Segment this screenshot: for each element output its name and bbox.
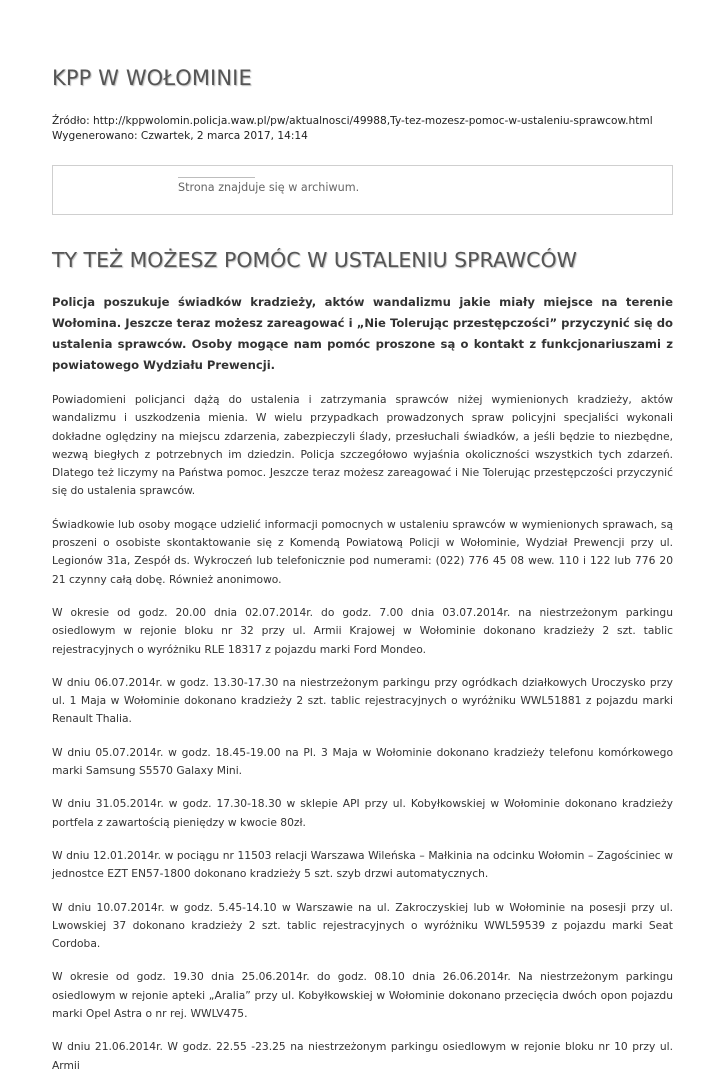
article-paragraph: W okresie od godz. 20.00 dnia 02.07.2014r. do godz. 7.00 dnia 03.07.2014r. na niestrzeżonym parkingu osiedlowym w rejonie bloku nr 32 przy ul. Armii Krajowej w Wołominie dokonano kradzieży 2 szt. tablic rejestracyjnych o wyróżniku RLE 18317 z pojazdu marki Ford Mondeo.: [52, 605, 673, 656]
source-line: Źródło: http://kppwolomin.policja.waw.pl/pw/aktualnosci/49988,Ty-tez-mozesz-pomoc-w-ustaleniu-sprawcow.html: [52, 115, 653, 127]
article-paragraph: W dniu 10.07.2014r. w godz. 5.45-14.10 w Warszawie na ul. Zakroczyskiej lub w Wołominie na posesji przy ul. Lwowskiej 37 dokonano kradzieży 2 szt. tablic rejestracyjnych o wyróżniku WWL59539 z pojazdu marki Seat Cordoba.: [52, 900, 673, 951]
archive-notice: Strona znajduje się w archiwum.: [178, 181, 360, 194]
article-paragraph: W dniu 31.05.2014r. w godz. 17.30-18.30 w sklepie API przy ul. Kobyłkowskiej w Wołominie dokonano kradzieży portfela z zawartością pieniędzy w kwocie 80zł.: [52, 797, 673, 829]
article-paragraph: W okresie od godz. 19.30 dnia 25.06.2014r. do godz. 08.10 dnia 26.06.2014r. Na niestrzeżonym parkingu osiedlowym w rejonie apteki „Aralia” przy ul. Kobyłkowskiej w Wołominie dokonano przecięcia dwóch opon pojazdu marki Opel Astra o nr rej. WWLV475.: [52, 970, 673, 1021]
article-paragraph: W dniu 12.01.2014r. w pociągu nr 11503 relacji Warszawa Wileńska – Małkinia na odcinku Wołomin – Zagościniec w jednostce EZT EN57-1800 dokonano kradzieży 5 szt. szyb drzwi automatycznych.: [52, 848, 673, 881]
article-paragraph: W dniu 05.07.2014r. w godz. 18.45-19.00 na Pl. 3 Maja w Wołominie dokonano kradzieży telefonu komórkowego marki Samsung S5570 Galaxy Mini.: [52, 745, 673, 778]
site-title: KPP W WOŁOMINIE: [52, 66, 252, 90]
article-body: [52, 292, 673, 1090]
archive-notice-box: [52, 165, 673, 215]
document-meta: [52, 114, 653, 144]
article-paragraph: Świadkowie lub osoby mogące udzielić informacji pomocnych w ustaleniu sprawców w wymienionych sprawach, są proszeni o osobiste skontaktowanie się z Komendą Powiatową Policji w Wołominie, Wydział Prewencji przy ul. Legionów 31a, Zespół ds. Wykroczeń lub telefonicznie pod numerami: (022) 776 45 08 wew. 110 i 122 lub 776 20 21 czynny całą dobę. Również anonimowo.: [52, 517, 673, 586]
article-paragraph: W dniu 06.07.2014r. w godz. 13.30-17.30 na niestrzeżonym parkingu przy ogródkach działkowych Uroczysko przy ul. 1 Maja w Wołominie dokonano kradzieży 2 szt. tablic rejestracyjnych o wyróżniku WWL51881 z pojazdu marki Renault Thalia.: [52, 675, 673, 726]
article-paragraph: Powiadomieni policjanci dążą do ustalenia i zatrzymania sprawców niżej wymienionych kradzieży, aktów wandalizmu i uszkodzenia mienia. W wielu przypadkach prowadzonych spraw policyjni specjaliści wykonali dokładne oględziny na miejscu zdarzenia, zabezpieczyli ślady, przesłuchali świadków, a jeśli będzie to niezbędne, wezwą biegłych z potrzebnych im dziedzin. Policja szczegółowo wyjaśnia okoliczności wszystkich tych zdarzeń. Dlatego też liczymy na Państwa pomoc. Jeszcze teraz możesz zareagować i Nie Tolerując przestępczości przyczynić się do ustalenia sprawców.: [52, 393, 673, 498]
article-paragraph: W dniu 21.06.2014r. W godz. 22.55 -23.25 na niestrzeżonym parkingu osiedlowym w rejonie bloku nr 10 przy ul. Armii: [52, 1040, 673, 1072]
generated-line: Wygenerowano: Czwartek, 2 marca 2017, 14:14: [52, 130, 308, 142]
article-title: TY TEŻ MOŻESZ POMÓC W USTALENIU SPRAWCÓW: [52, 248, 577, 272]
article-lead: Policja poszukuje świadków kradzieży, aktów wandalizmu jakie miały miejsce na terenie Wołomina. Jeszcze teraz możesz zareagować i „Nie Tolerując przestępczości” przyczynić się do ustalenia sprawców. Osoby mogące nam pomóc proszone są o kontakt z funkcjonariuszami z powiatowego Wydziału Prewencji.: [52, 295, 673, 372]
archive-divider: [178, 177, 255, 178]
